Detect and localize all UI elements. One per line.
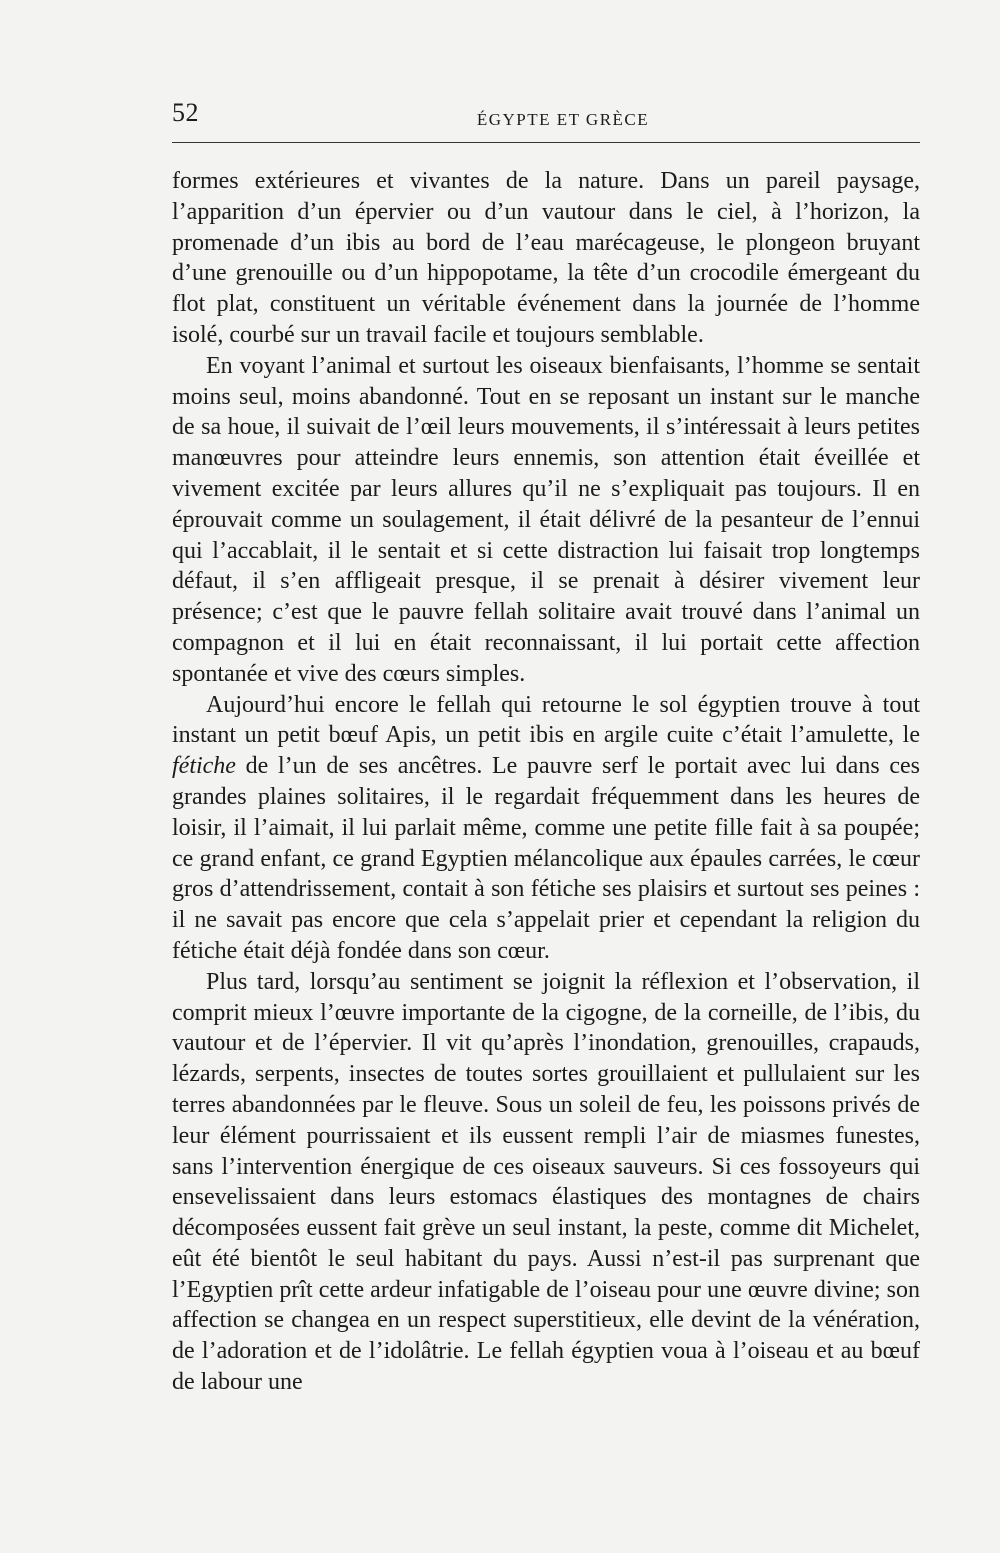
- body-text: [172, 166, 920, 1398]
- fetiche-italic: fétiche: [172, 753, 236, 780]
- header-rule: [172, 142, 920, 143]
- running-head: [172, 98, 920, 138]
- paragraph-3-after: de l’un de ses ancêtres. Le pauvre serf le portait avec lui dans ces grandes plaines solitaires, il le regardait fréquemment dans les heures de loisir, il l’aimait, il lui parlait même, comme une petite fille fait à sa poupée; ce grand enfant, ce grand Egyptien mélancolique aux épaules carrées, le cœur gros d’attendrissement, contait à son fétiche ses plaisirs et surtout ses peines : il ne savait pas encore que cela s’appelait prier et cependant la religion du fétiche était déjà fondée dans son cœur.: [172, 753, 920, 964]
- running-title: ÉGYPTE ET GRÈCE: [476, 110, 650, 129]
- paragraph-3: [172, 690, 920, 967]
- page-number: 52: [172, 98, 199, 127]
- paragraph-1: formes extérieures et vivantes de la nature. Dans un pareil paysage, l’apparition d’un épervier ou d’un vautour dans le ciel, à l’horizon, la promenade d’un ibis au bord de l’eau marécageuse, le plongeon bruyant d’une grenouille ou d’un hippopotame, la tête d’un crocodile émergeant du flot plat, constituent un véritable événement dans la journée de l’homme isolé, courbé sur un travail facile et toujours semblable.: [172, 168, 920, 348]
- paragraph-2: En voyant l’animal et surtout les oiseaux bienfaisants, l’homme se sentait moins seul, moins abandonné. Tout en se reposant un instant sur le manche de sa houe, il suivait de l’œil leurs mouvements, il s’intéressait à leurs petites manœuvres pour atteindre leurs ennemis, son attention était éveillée et vivement excitée par leurs allures qu’il ne s’expliquait pas toujours. Il en éprouvait comme un soulagement, il était délivré de la pesanteur de l’ennui qui l’accablait, il le sentait et si cette distraction lui faisait trop longtemps défaut, il s’en affligeait presque, il se prenait à désirer vivement leur présence; c’est que le pauvre fellah solitaire avait trouvé dans l’animal un compagnon et il lui en était reconnaissant, il lui portait cette affection spontanée et vive des cœurs simples.: [172, 352, 920, 687]
- paragraph-4: Plus tard, lorsqu’au sentiment se joignit la réflexion et l’observation, il comprit mieux l’œuvre importante de la cigogne, de la corneille, de l’ibis, du vautour et de l’épervier. Il vit qu’après l’inondation, grenouilles, crapauds, lézards, serpents, insectes de toutes sortes grouillaient et pullulaient sur les terres abandonnées par le fleuve. Sous un soleil de feu, les poissons privés de leur élément pourrissaient et ils eussent rempli l’air de miasmes funestes, sans l’intervention énergique de ces oiseaux sauveurs. Si ces fossoyeurs qui ensevelissaient dans leurs estomacs élastiques des montagnes de chairs décomposées eussent fait grève un seul instant, la peste, comme dit Michelet, eût été bientôt le seul habitant du pays. Aussi n’est-il pas surprenant que l’Egyptien prît cette ardeur infatigable de l’oiseau pour une œuvre divine; son affection se changea en un respect superstitieux, elle devint de la vénération, de l’adoration et de l’idolâtrie. Le fellah égyptien voua à l’oiseau et au bœuf de labour une: [172, 968, 920, 1396]
- paragraph-3-before: Aujourd’hui encore le fellah qui retourne le sol égyptien trouve à tout instant un petit bœuf Apis, un petit ibis en argile cuite c’était l’amulette, le: [172, 691, 920, 749]
